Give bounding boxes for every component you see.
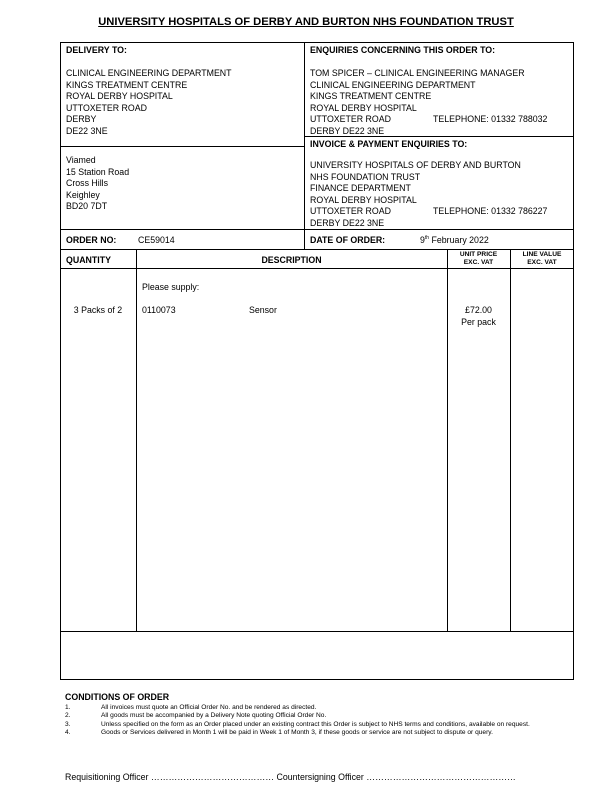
- unit-price-header-line2: EXC. VAT: [463, 259, 494, 266]
- delivery-heading: DELIVERY TO:: [66, 45, 127, 55]
- please-supply-text: Please supply:: [142, 282, 200, 292]
- invoice-telephone: TELEPHONE: 01332 786227: [433, 206, 548, 216]
- invoice-line: ROYAL DERBY HOSPITAL: [310, 194, 417, 205]
- condition-item: [65, 729, 565, 737]
- condition-number: 1.: [65, 704, 71, 711]
- condition-text: All invoices must quote an Official Order No. and be rendered as directed.: [101, 704, 317, 711]
- condition-text: All goods must be accompanied by a Delivery Note quoting Official Order No.: [101, 712, 327, 720]
- enquiries-address: [310, 68, 525, 138]
- unit-price-header-line1: UNIT PRICE: [459, 251, 498, 258]
- supplier-address: [66, 155, 129, 213]
- line-value-header-line1: LINE VALUE: [522, 251, 562, 258]
- invoice-line: DERBY DE22 3NE: [310, 217, 385, 228]
- delivery-line: ROYAL DERBY HOSPITAL: [66, 91, 173, 102]
- order-number: CE59014: [138, 235, 175, 245]
- condition-number: 3.: [65, 720, 71, 728]
- description-header: DESCRIPTION: [261, 255, 322, 265]
- unit-price-header: [447, 251, 510, 267]
- row-quantity: 3 Packs of 2: [73, 305, 123, 315]
- invoice-address: [310, 160, 521, 230]
- enquiries-telephone: TELEPHONE: 01332 788032: [433, 114, 548, 124]
- enquiries-line: DERBY DE22 3NE: [310, 125, 385, 136]
- items-body-bottom-rule: [60, 631, 574, 632]
- invoice-line: FINANCE DEPARTMENT: [310, 183, 411, 194]
- row-price: £72.00: [465, 305, 492, 315]
- delivery-address: [66, 68, 232, 138]
- items-header-rule: [60, 268, 574, 269]
- delivery-line: DERBY: [66, 114, 97, 125]
- conditions-heading: CONDITIONS OF ORDER: [65, 692, 170, 702]
- enquiries-line: UTTOXETER ROAD: [310, 114, 391, 125]
- condition-text: Unless specified on the form as an Order placed under an existing contract this Order is subject to NHS terms and conditions, available on request.: [101, 720, 530, 728]
- order-date: [420, 235, 489, 245]
- supplier-line: Viamed: [66, 155, 96, 165]
- conditions-list: [65, 704, 565, 738]
- order-date-suffix: th: [424, 235, 430, 242]
- row-item-code: 0110073: [142, 305, 176, 315]
- delivery-line: KINGS TREATMENT CENTRE: [66, 79, 188, 90]
- supplier-top-rule: [60, 146, 304, 147]
- enquiries-line: TOM SPICER – CLINICAL ENGINEERING MANAGER: [310, 68, 525, 78]
- invoice-line: UTTOXETER ROAD: [310, 206, 391, 217]
- invoice-heading: INVOICE & PAYMENT ENQUIRIES TO:: [310, 139, 468, 149]
- supplier-line: Cross Hills: [66, 178, 109, 189]
- enquiries-line: ROYAL DERBY HOSPITAL: [310, 102, 417, 113]
- condition-item: [65, 704, 565, 712]
- row-item-name: Sensor: [249, 305, 277, 315]
- invoice-line: UNIVERSITY HOSPITALS OF DERBY AND BURTON: [310, 160, 521, 170]
- delivery-line: CLINICAL ENGINEERING DEPARTMENT: [66, 68, 232, 78]
- line-value-header-line2: EXC. VAT: [527, 259, 557, 266]
- line-value-column-rule: [510, 249, 511, 631]
- supplier-line: Keighley: [66, 189, 100, 200]
- condition-text: Goods or Services delivered in Month 1 will be paid in Week 1 of Month 3, if these goods or service are not subject to dispute or query.: [101, 729, 493, 737]
- condition-number: 4.: [65, 729, 71, 737]
- row-price-unit: Per pack: [461, 316, 496, 327]
- quantity-header: QUANTITY: [66, 255, 111, 265]
- delivery-line: DE22 3NE: [66, 125, 108, 136]
- signature-line: Requisitioning Officer …………………………………… Countersigning Officer ……………………………………………: [65, 772, 516, 782]
- enquiries-heading: ENQUIRIES CONCERNING THIS ORDER TO:: [310, 45, 496, 55]
- enquiries-line: CLINICAL ENGINEERING DEPARTMENT: [310, 79, 476, 90]
- order-date-rest: February 2022: [429, 235, 489, 245]
- supplier-line: BD20 7DT: [66, 201, 108, 212]
- delivery-line: UTTOXETER ROAD: [66, 102, 147, 113]
- document-title: UNIVERSITY HOSPITALS OF DERBY AND BURTON NHS FOUNDATION TRUST: [98, 16, 514, 28]
- condition-item: [65, 721, 565, 729]
- quantity-column-rule: [136, 249, 137, 631]
- address-divider: [304, 42, 305, 250]
- condition-item: [65, 712, 565, 720]
- order-date-day: 9: [420, 235, 425, 245]
- enquiries-line: KINGS TREATMENT CENTRE: [310, 91, 432, 102]
- line-value-header: [510, 251, 574, 267]
- condition-number: 2.: [65, 712, 71, 720]
- order-date-label: DATE OF ORDER:: [310, 235, 386, 245]
- supplier-line: 15 Station Road: [66, 166, 130, 177]
- order-number-label: ORDER NO:: [66, 235, 117, 245]
- invoice-line: NHS FOUNDATION TRUST: [310, 171, 421, 182]
- row-unit-price: [447, 305, 510, 328]
